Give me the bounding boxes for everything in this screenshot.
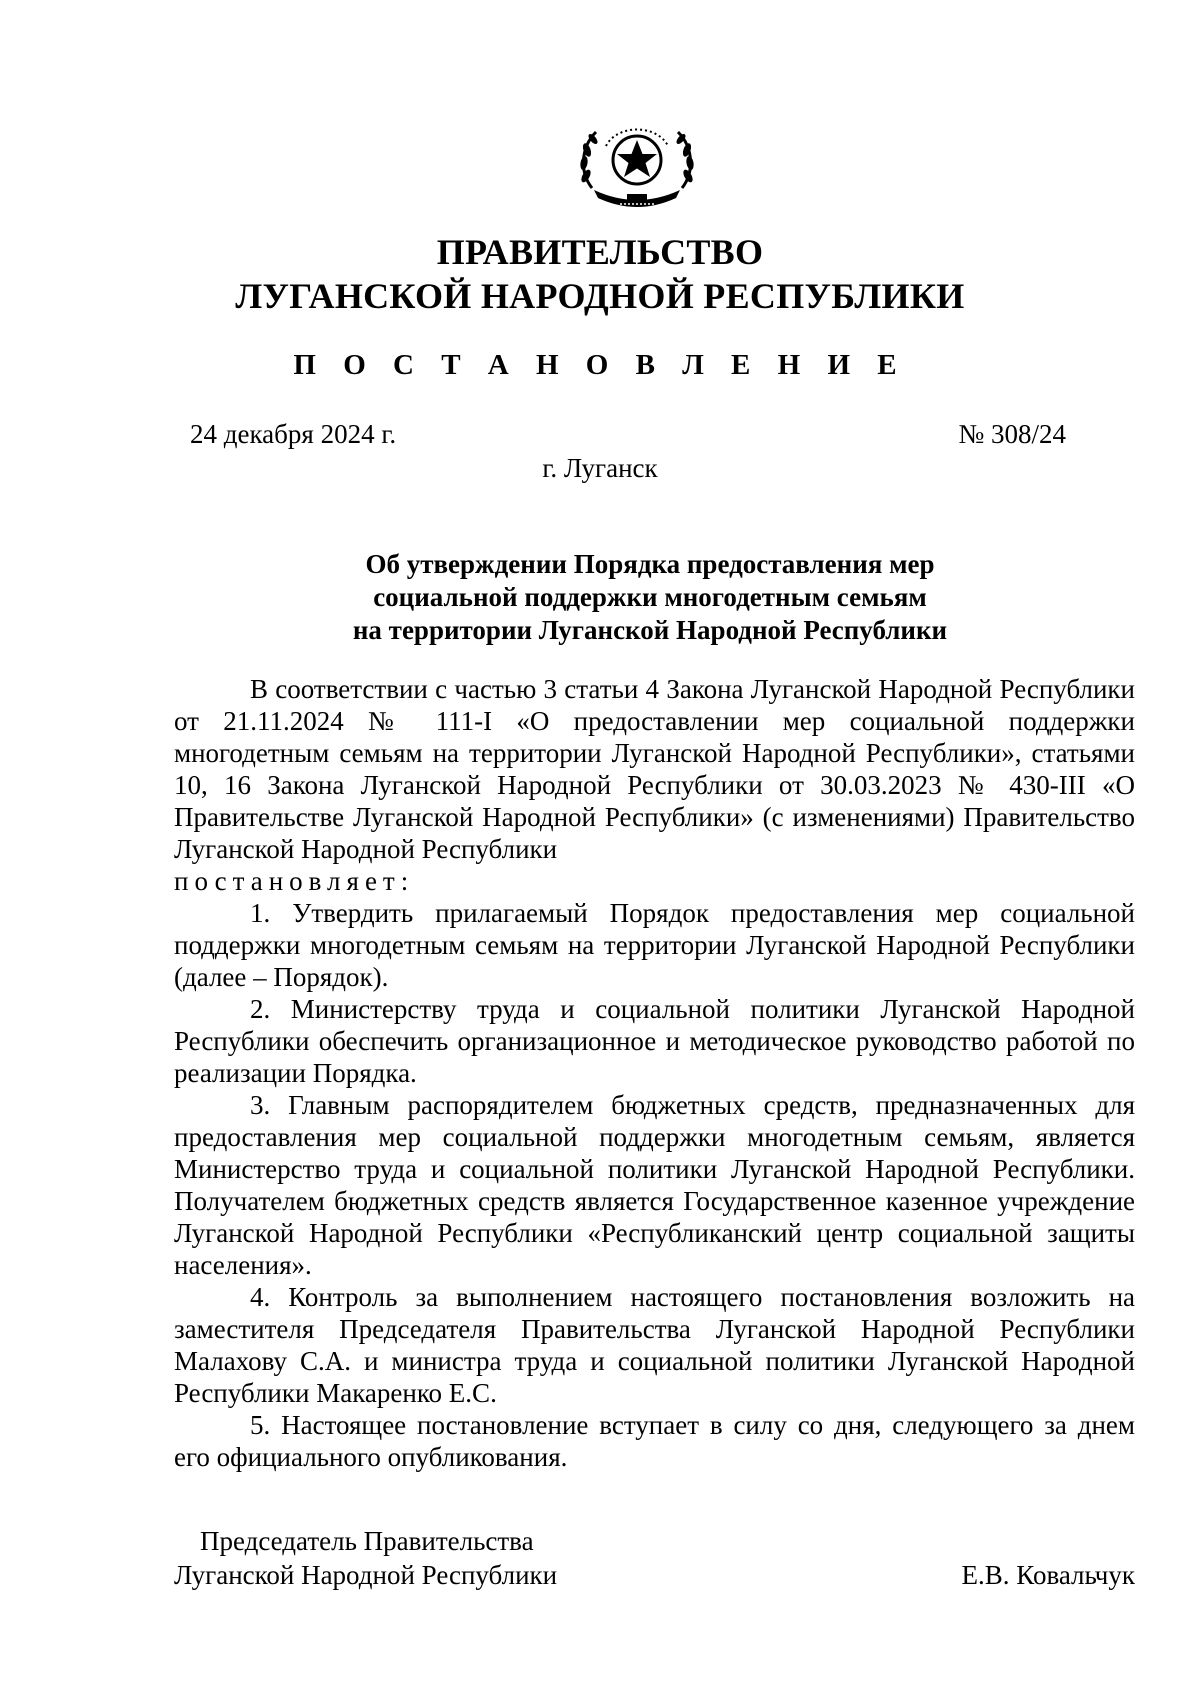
- document-subject: [320, 548, 980, 647]
- signatory-role-line1: Председатель Правительства: [200, 1526, 534, 1556]
- government-title-line2: ЛУГАНСКОЙ НАРОДНОЙ РЕСПУБЛИКИ: [235, 276, 965, 316]
- document-number: № 308/24: [958, 419, 1066, 449]
- item-2: 2. Министерству труда и социальной политики Луганской Народной Республики обеспечить организационное и методическое руководство работой по реализации Порядка.: [174, 994, 1135, 1088]
- signatory-role: [174, 1524, 774, 1592]
- signatory-role-line2: Луганской Народной Республики: [174, 1560, 558, 1590]
- document-body: [174, 673, 1135, 1473]
- signatory-name: Е.В. Ковальчук: [961, 1560, 1135, 1590]
- item-1: 1. Утвердить прилагаемый Порядок предоставления мер социальной поддержки многодетным семьям на территории Луганской Народной Республики (далее – Порядок).: [174, 898, 1135, 992]
- item-4: 4. Контроль за выполнением настоящего постановления возложить на заместителя Председателя Правительства Луганской Народной Республики Малахову С.А. и министра труда и социальной политики Луганской Народной Республики Макаренко Е.С.: [174, 1282, 1135, 1408]
- subject-line1: Об утверждении Порядка предоставления мер: [365, 549, 935, 579]
- item-5: 5. Настоящее постановление вступает в силу со дня, следующего за днем его официального опубликования.: [174, 1410, 1135, 1472]
- subject-line2: социальной поддержки многодетным семьям: [373, 582, 927, 612]
- document-type: П О С Т А Н О В Л Е Н И Е: [293, 349, 907, 381]
- decrees-paragraph: [174, 865, 1135, 897]
- document-date: 24 декабря 2024 г.: [190, 419, 397, 449]
- subject-line3: на территории Луганской Народной Республики: [352, 615, 948, 645]
- coat-of-arms-icon: [572, 118, 702, 218]
- decrees-word: постановляет:: [174, 866, 415, 896]
- government-title-line1: ПРАВИТЕЛЬСТВО: [436, 232, 764, 272]
- document-city: г. Луганск: [542, 453, 658, 483]
- preamble-paragraph: В соответствии с частью 3 статьи 4 Закона Луганской Народной Республики от 21.11.2024 № 111-I «О предоставлении мер социальной поддержки многодетным семьям на территории Луганской Народной Республики», статьями 10, 16 Закона Луганской Народной Республики от 30.03.2023 № 430-III «О Правительстве Луганской Народной Республики» (с изменениями) Правительство Луганской Народной Республики: [174, 674, 1135, 864]
- item-3: 3. Главным распорядителем бюджетных средств, предназначенных для предоставления мер социальной поддержки многодетным семьям, является Министерство труда и социальной политики Луганской Народной Республики. Получателем бюджетных средств является Государственное казенное учреждение Луганской Народной Республики «Республиканский центр социальной защиты населения».: [174, 1090, 1135, 1280]
